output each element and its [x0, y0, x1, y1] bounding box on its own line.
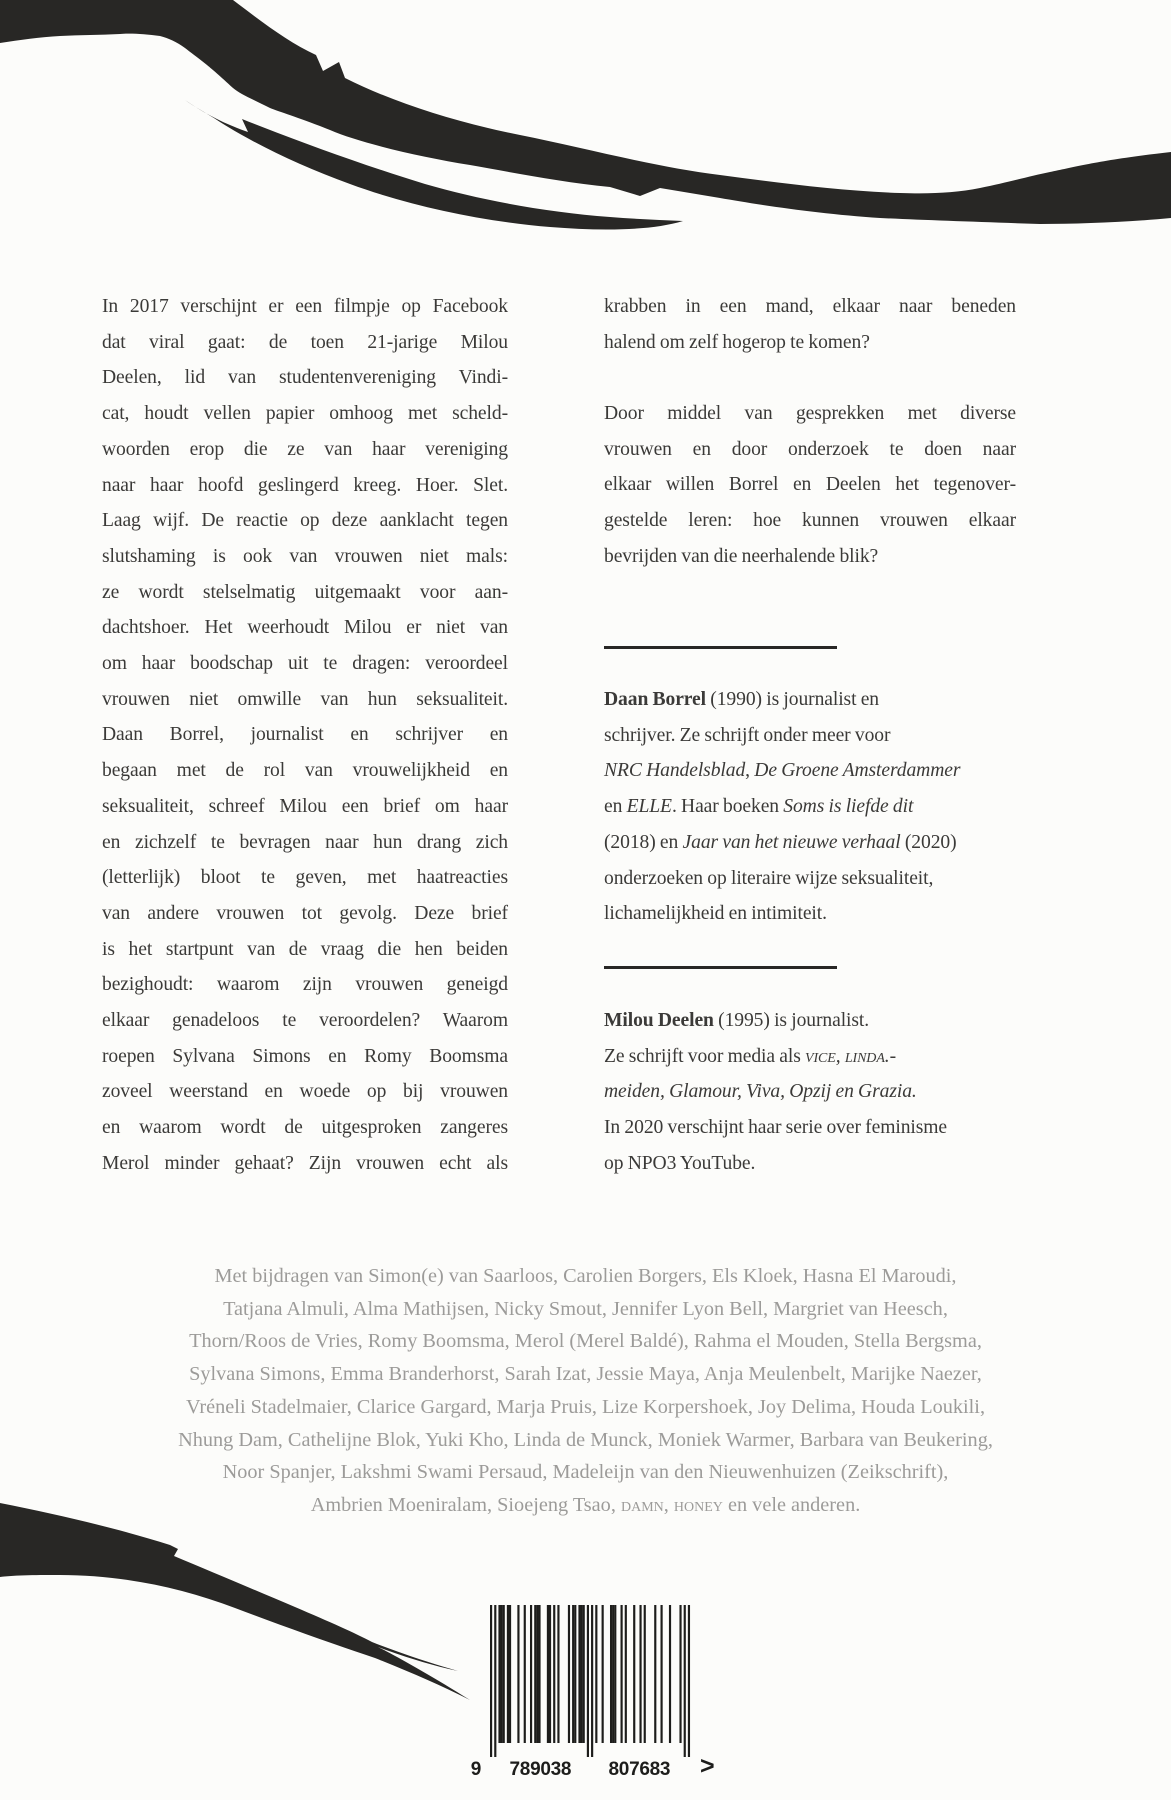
blurb-right-paragraph-1	[604, 289, 1016, 360]
text-line: Milou Deelen (1995) is journalist.	[604, 1010, 870, 1031]
text-line: elkaar willen Borrel en Deelen het tegenover-	[604, 474, 1016, 496]
text-line: Thorn/Roos de Vries, Romy Boomsma, Merol (Merel Baldé), Rahma el Mouden, Stella Bergsma,	[189, 1330, 982, 1353]
text-line: roepen Sylvana Simons en Romy Boomsma	[102, 1045, 508, 1067]
text-line: gestelde leren: hoe kunnen vrouwen elkaar	[604, 510, 1016, 532]
text-line: op NPO3 YouTube.	[604, 1152, 756, 1174]
text-line: vrouwen en door onderzoek te doen naar	[604, 438, 1016, 460]
text-line: In 2020 verschijnt haar serie over feminisme	[604, 1117, 947, 1139]
barcode-bars	[490, 1605, 690, 1757]
text-line: Nhung Dam, Cathelijne Blok, Yuki Kho, Linda de Munck, Moniek Warmer, Barbara van Beukering,	[178, 1428, 993, 1451]
blurb-right-paragraph-2	[604, 396, 1016, 575]
author-bio-daan-borrel	[604, 682, 1016, 932]
text-line: Door middel van gesprekken met diverse	[604, 403, 1016, 424]
text-line: Daan Borrel, journalist en schrijver en	[102, 724, 508, 746]
barcode-quiet-zone-arrow: >	[700, 1752, 715, 1780]
text-line: en ELLE. Haar boeken Soms is liefde dit	[604, 796, 914, 818]
text-line: zoveel weerstand en woede op bij vrouwen	[102, 1081, 508, 1103]
divider-rule-bottom	[604, 966, 837, 969]
text-line: Tatjana Almuli, Alma Mathijsen, Nicky Smout, Jennifer Lyon Bell, Margriet van Heesch,	[223, 1297, 948, 1320]
text-line: is het startpunt van de vraag die hen beiden	[102, 938, 508, 960]
text-line: en zichzelf te bevragen naar hun drang zich	[102, 831, 508, 853]
text-line: krabben in een mand, elkaar naar beneden	[604, 296, 1016, 317]
blurb-left-column	[102, 289, 508, 1182]
text-line: onderzoeken op literaire wijze seksualiteit,	[604, 867, 934, 889]
claw-stroke-main	[0, 0, 1171, 224]
text-line: Noor Spanjer, Lakshmi Swami Persaud, Madeleijn van den Nieuwenhuizen (Zeikschrift),	[222, 1461, 949, 1484]
divider-rule-top	[604, 646, 837, 649]
text-line: bevrijden van die neerhalende blik?	[604, 545, 879, 567]
text-line: om haar boodschap uit te dragen: veroordeel	[102, 653, 508, 675]
text-line: slutshaming is ook van vrouwen niet mals:	[102, 545, 508, 567]
isbn-group-1: 789038	[509, 1759, 572, 1780]
text-line: dachtshoer. Het weerhoudt Milou er niet van	[102, 617, 508, 639]
isbn-prefix-digit: 9	[470, 1759, 482, 1780]
author-bio-milou-deelen	[604, 1003, 1016, 1182]
text-line: schrijver. Ze schrijft onder meer voor	[604, 724, 891, 746]
text-line: Vréneli Stadelmaier, Clarice Gargard, Marja Pruis, Lize Korpershoek, Joy Delima, Houda Loukili,	[185, 1395, 986, 1418]
text-line: In 2017 verschijnt er een filmpje op Facebook	[102, 296, 508, 317]
contributors-list	[60, 1260, 1111, 1522]
text-line: ze wordt stelselmatig uitgemaakt voor aan-	[102, 581, 508, 603]
text-line: Met bijdragen van Simon(e) van Saarloos, Carolien Borgers, Els Kloek, Hasna El Maroudi,	[214, 1265, 957, 1287]
text-line: Sylvana Simons, Emma Branderhorst, Sarah Izat, Jessie Maya, Anja Meulenbelt, Marijke Naezer,	[189, 1363, 982, 1386]
text-line: naar haar hoofd geslingerd kreeg. Hoer. Slet.	[102, 474, 508, 496]
text-line: elkaar genadeloos te veroordelen? Waarom	[102, 1010, 508, 1032]
isbn-barcode	[466, 1605, 716, 1783]
text-line: seksualiteit, schreef Milou een brief om haar	[102, 795, 508, 817]
text-line: Ze schrijft voor media als vice, linda.-	[604, 1045, 896, 1067]
text-line: (2018) en Jaar van het nieuwe verhaal (2020)	[604, 831, 957, 853]
text-line: meiden, Glamour, Viva, Opzij en Grazia.	[604, 1081, 917, 1103]
text-line: van andere vrouwen tot gevolg. Deze brief	[102, 902, 508, 924]
text-line: (letterlijk) bloot te geven, met haatreacties	[102, 867, 508, 889]
text-line: Ambrien Moeniralam, Sioejeng Tsao, damn, honey en vele anderen.	[310, 1493, 861, 1516]
text-line: cat, houdt vellen papier omhoog met scheld-	[102, 403, 508, 425]
text-line: vrouwen niet omwille van hun seksualiteit.	[102, 688, 508, 710]
text-line: Merol minder gehaat? Zijn vrouwen echt als	[102, 1152, 508, 1174]
text-line: begaan met de rol van vrouwelijkheid en	[102, 760, 508, 782]
text-line: en waarom wordt de uitgesproken zangeres	[102, 1117, 508, 1139]
text-line: halend om zelf hogerop te komen?	[604, 331, 870, 353]
ink-claw-stroke-top	[0, 0, 1171, 240]
ink-brush-stroke-bottom-left	[0, 1495, 480, 1710]
isbn-group-2: 807683	[608, 1759, 671, 1780]
text-line: Laag wijf. De reactie op deze aanklacht tegen	[102, 510, 508, 532]
text-line: woorden erop die ze van haar vereniging	[102, 438, 508, 460]
text-line: dat viral gaat: de toen 21-jarige Milou	[102, 331, 508, 353]
text-line: NRC Handelsblad, De Groene Amsterdammer	[604, 760, 961, 782]
text-line: bezighoudt: waarom zijn vrouwen geneigd	[102, 974, 508, 996]
text-line: lichamelijkheid en intimiteit.	[604, 903, 827, 925]
brush-stroke-blade	[0, 1503, 470, 1700]
text-line: Daan Borrel (1990) is journalist en	[604, 689, 880, 710]
text-line: Deelen, lid van studentenvereniging Vindi-	[102, 367, 508, 389]
